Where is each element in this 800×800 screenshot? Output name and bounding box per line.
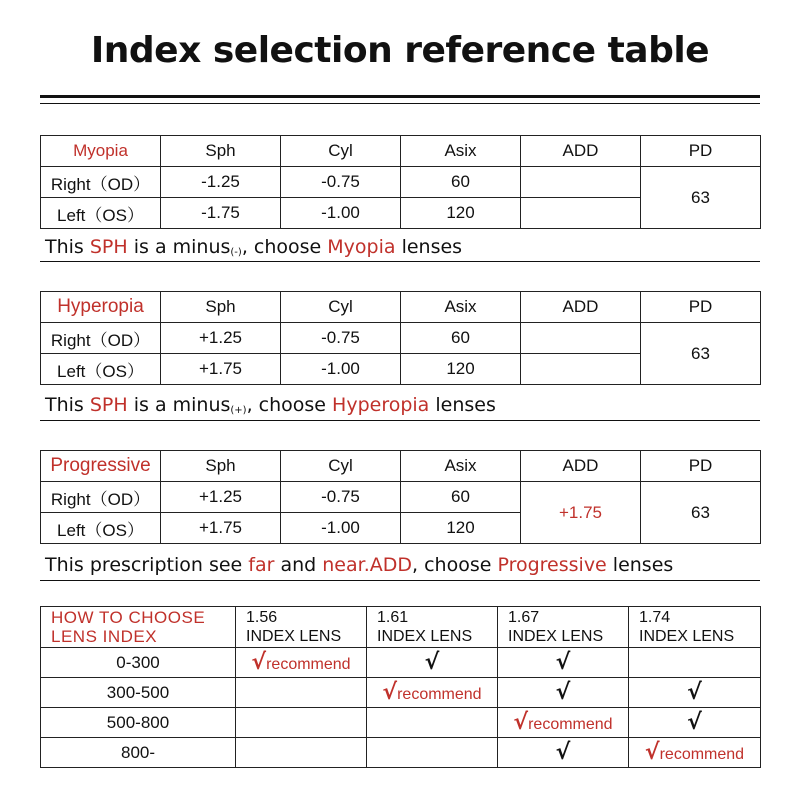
prescription-type: Myopia: [41, 136, 161, 167]
index-cell: [629, 708, 761, 738]
index-cell: [367, 708, 498, 738]
note-text: lenses: [429, 394, 496, 416]
right-axis: 60: [401, 323, 521, 354]
check-icon: √: [687, 680, 702, 705]
index-cell: [367, 648, 498, 678]
index-header-161: [367, 607, 498, 648]
check-icon: √: [424, 650, 440, 675]
index-cell: [236, 708, 367, 738]
left-axis: 120: [401, 354, 521, 385]
row-label-left: Left（OS）: [41, 198, 161, 229]
col-header-cyl: Cyl: [281, 451, 401, 482]
right-add: [521, 323, 641, 354]
recommend-label: recommend: [659, 746, 745, 763]
title-divider: [40, 95, 760, 98]
note-highlight: far: [248, 554, 275, 576]
right-sph: +1.25: [161, 482, 281, 513]
index-row: [41, 708, 761, 738]
recommend-check-icon: √: [513, 710, 529, 735]
prescription-type: Hyperopia: [41, 292, 161, 323]
index-value: 1.74: [639, 609, 671, 626]
index-label: INDEX LENS: [508, 628, 604, 645]
note-highlight: near.ADD: [322, 554, 412, 576]
row-label-right: Right（OD）: [41, 482, 161, 513]
index-header-156: [236, 607, 367, 648]
left-cyl: -1.00: [281, 354, 401, 385]
hyperopia-note: [45, 394, 760, 416]
note-text: This prescription see: [45, 554, 249, 576]
index-cell: [498, 678, 629, 708]
note-text: , choose: [246, 394, 333, 416]
note-text: lenses: [395, 236, 463, 258]
left-axis: 120: [401, 513, 521, 544]
note-underline: [40, 580, 760, 581]
index-header-167: [498, 607, 629, 648]
left-add: [521, 198, 641, 229]
left-sph: -1.75: [161, 198, 281, 229]
note-text: This: [45, 394, 90, 416]
right-sph: +1.25: [161, 323, 281, 354]
row-label-right: Right（OD）: [41, 167, 161, 198]
index-cell: [629, 648, 761, 678]
row-label-right: Right（OD）: [41, 323, 161, 354]
index-row: [41, 738, 761, 768]
right-cyl: -0.75: [281, 323, 401, 354]
recommend-label: recommend: [397, 686, 482, 703]
index-cell: [498, 708, 629, 738]
col-header-asix: Asix: [401, 451, 521, 482]
recommend-check-icon: √: [382, 680, 398, 705]
index-value: 1.56: [246, 609, 278, 626]
row-label-left: Left（OS）: [41, 354, 161, 385]
left-sph: +1.75: [161, 354, 281, 385]
recommend-label: recommend: [266, 656, 351, 673]
col-header-pd: PD: [641, 451, 761, 482]
progressive-table: [40, 450, 761, 544]
note-text: and: [274, 554, 323, 576]
pd-value: 63: [641, 167, 761, 229]
note-highlight: SPH: [89, 236, 128, 258]
right-add: [521, 167, 641, 198]
index-cell: [498, 648, 629, 678]
note-highlight: Myopia: [327, 236, 396, 258]
note-highlight: Hyperopia: [332, 394, 430, 416]
index-row: [41, 648, 761, 678]
note-highlight: Progressive: [497, 554, 607, 576]
index-value: 1.67: [508, 609, 540, 626]
index-value: 1.61: [377, 609, 409, 626]
col-header-sph: Sph: [161, 451, 281, 482]
col-header-add: ADD: [521, 136, 641, 167]
range-label: 800-: [41, 738, 236, 768]
page-title: Index selection reference table: [90, 30, 710, 71]
col-header-asix: Asix: [401, 292, 521, 323]
left-cyl: -1.00: [281, 198, 401, 229]
title-divider-thin: [40, 103, 760, 104]
note-text: is a minus: [127, 236, 231, 258]
note-text: is a minus: [127, 394, 231, 416]
check-icon: √: [555, 650, 571, 675]
index-cell: [236, 678, 367, 708]
index-cell: [367, 678, 498, 708]
note-text: , choose: [241, 236, 328, 258]
index-cell: [629, 678, 761, 708]
note-sign: (-): [230, 247, 242, 258]
check-icon: √: [687, 710, 702, 735]
left-sph: +1.75: [161, 513, 281, 544]
col-header-pd: PD: [641, 292, 761, 323]
corner-line: HOW TO CHOOSE: [51, 608, 206, 627]
index-cell: [629, 738, 761, 768]
index-label: INDEX LENS: [377, 628, 473, 645]
index-label: INDEX LENS: [639, 628, 735, 645]
index-label: INDEX LENS: [246, 628, 342, 645]
myopia-table: [40, 135, 761, 229]
range-label: 500-800: [41, 708, 236, 738]
left-cyl: -1.00: [281, 513, 401, 544]
col-header-pd: PD: [641, 136, 761, 167]
note-highlight: SPH: [89, 394, 128, 416]
index-row: [41, 678, 761, 708]
right-cyl: -0.75: [281, 482, 401, 513]
lens-index-table: [40, 606, 761, 768]
col-header-asix: Asix: [401, 136, 521, 167]
col-header-sph: Sph: [161, 292, 281, 323]
index-cell: [498, 738, 629, 768]
recommend-label: recommend: [528, 716, 613, 733]
index-table-corner: [41, 607, 236, 648]
index-cell: [236, 738, 367, 768]
col-header-add: ADD: [521, 292, 641, 323]
hyperopia-table: [40, 291, 761, 385]
right-sph: -1.25: [161, 167, 281, 198]
index-cell: [367, 738, 498, 768]
note-underline: [40, 420, 760, 421]
check-icon: √: [555, 740, 571, 765]
corner-line: LENS INDEX: [51, 627, 158, 646]
progressive-note: [45, 554, 760, 576]
note-underline: [40, 261, 760, 262]
right-cyl: -0.75: [281, 167, 401, 198]
range-label: 0-300: [41, 648, 236, 678]
right-axis: 60: [401, 482, 521, 513]
row-label-left: Left（OS）: [41, 513, 161, 544]
index-cell: [236, 648, 367, 678]
note-text: lenses: [606, 554, 674, 576]
index-header-174: [629, 607, 761, 648]
note-text: This: [45, 236, 90, 258]
right-axis: 60: [401, 167, 521, 198]
left-axis: 120: [401, 198, 521, 229]
pd-value: 63: [641, 482, 761, 544]
range-label: 300-500: [41, 678, 236, 708]
col-header-cyl: Cyl: [281, 292, 401, 323]
myopia-note: [45, 236, 760, 258]
col-header-sph: Sph: [161, 136, 281, 167]
note-text: , choose: [412, 554, 498, 576]
note-sign: (+): [230, 405, 247, 416]
check-icon: √: [555, 680, 571, 705]
col-header-cyl: Cyl: [281, 136, 401, 167]
prescription-type: Progressive: [41, 451, 161, 482]
recommend-check-icon: √: [644, 740, 660, 765]
col-header-add: ADD: [521, 451, 641, 482]
pd-value: 63: [641, 323, 761, 385]
left-add: [521, 354, 641, 385]
recommend-check-icon: √: [251, 650, 267, 675]
add-value: +1.75: [521, 482, 641, 544]
